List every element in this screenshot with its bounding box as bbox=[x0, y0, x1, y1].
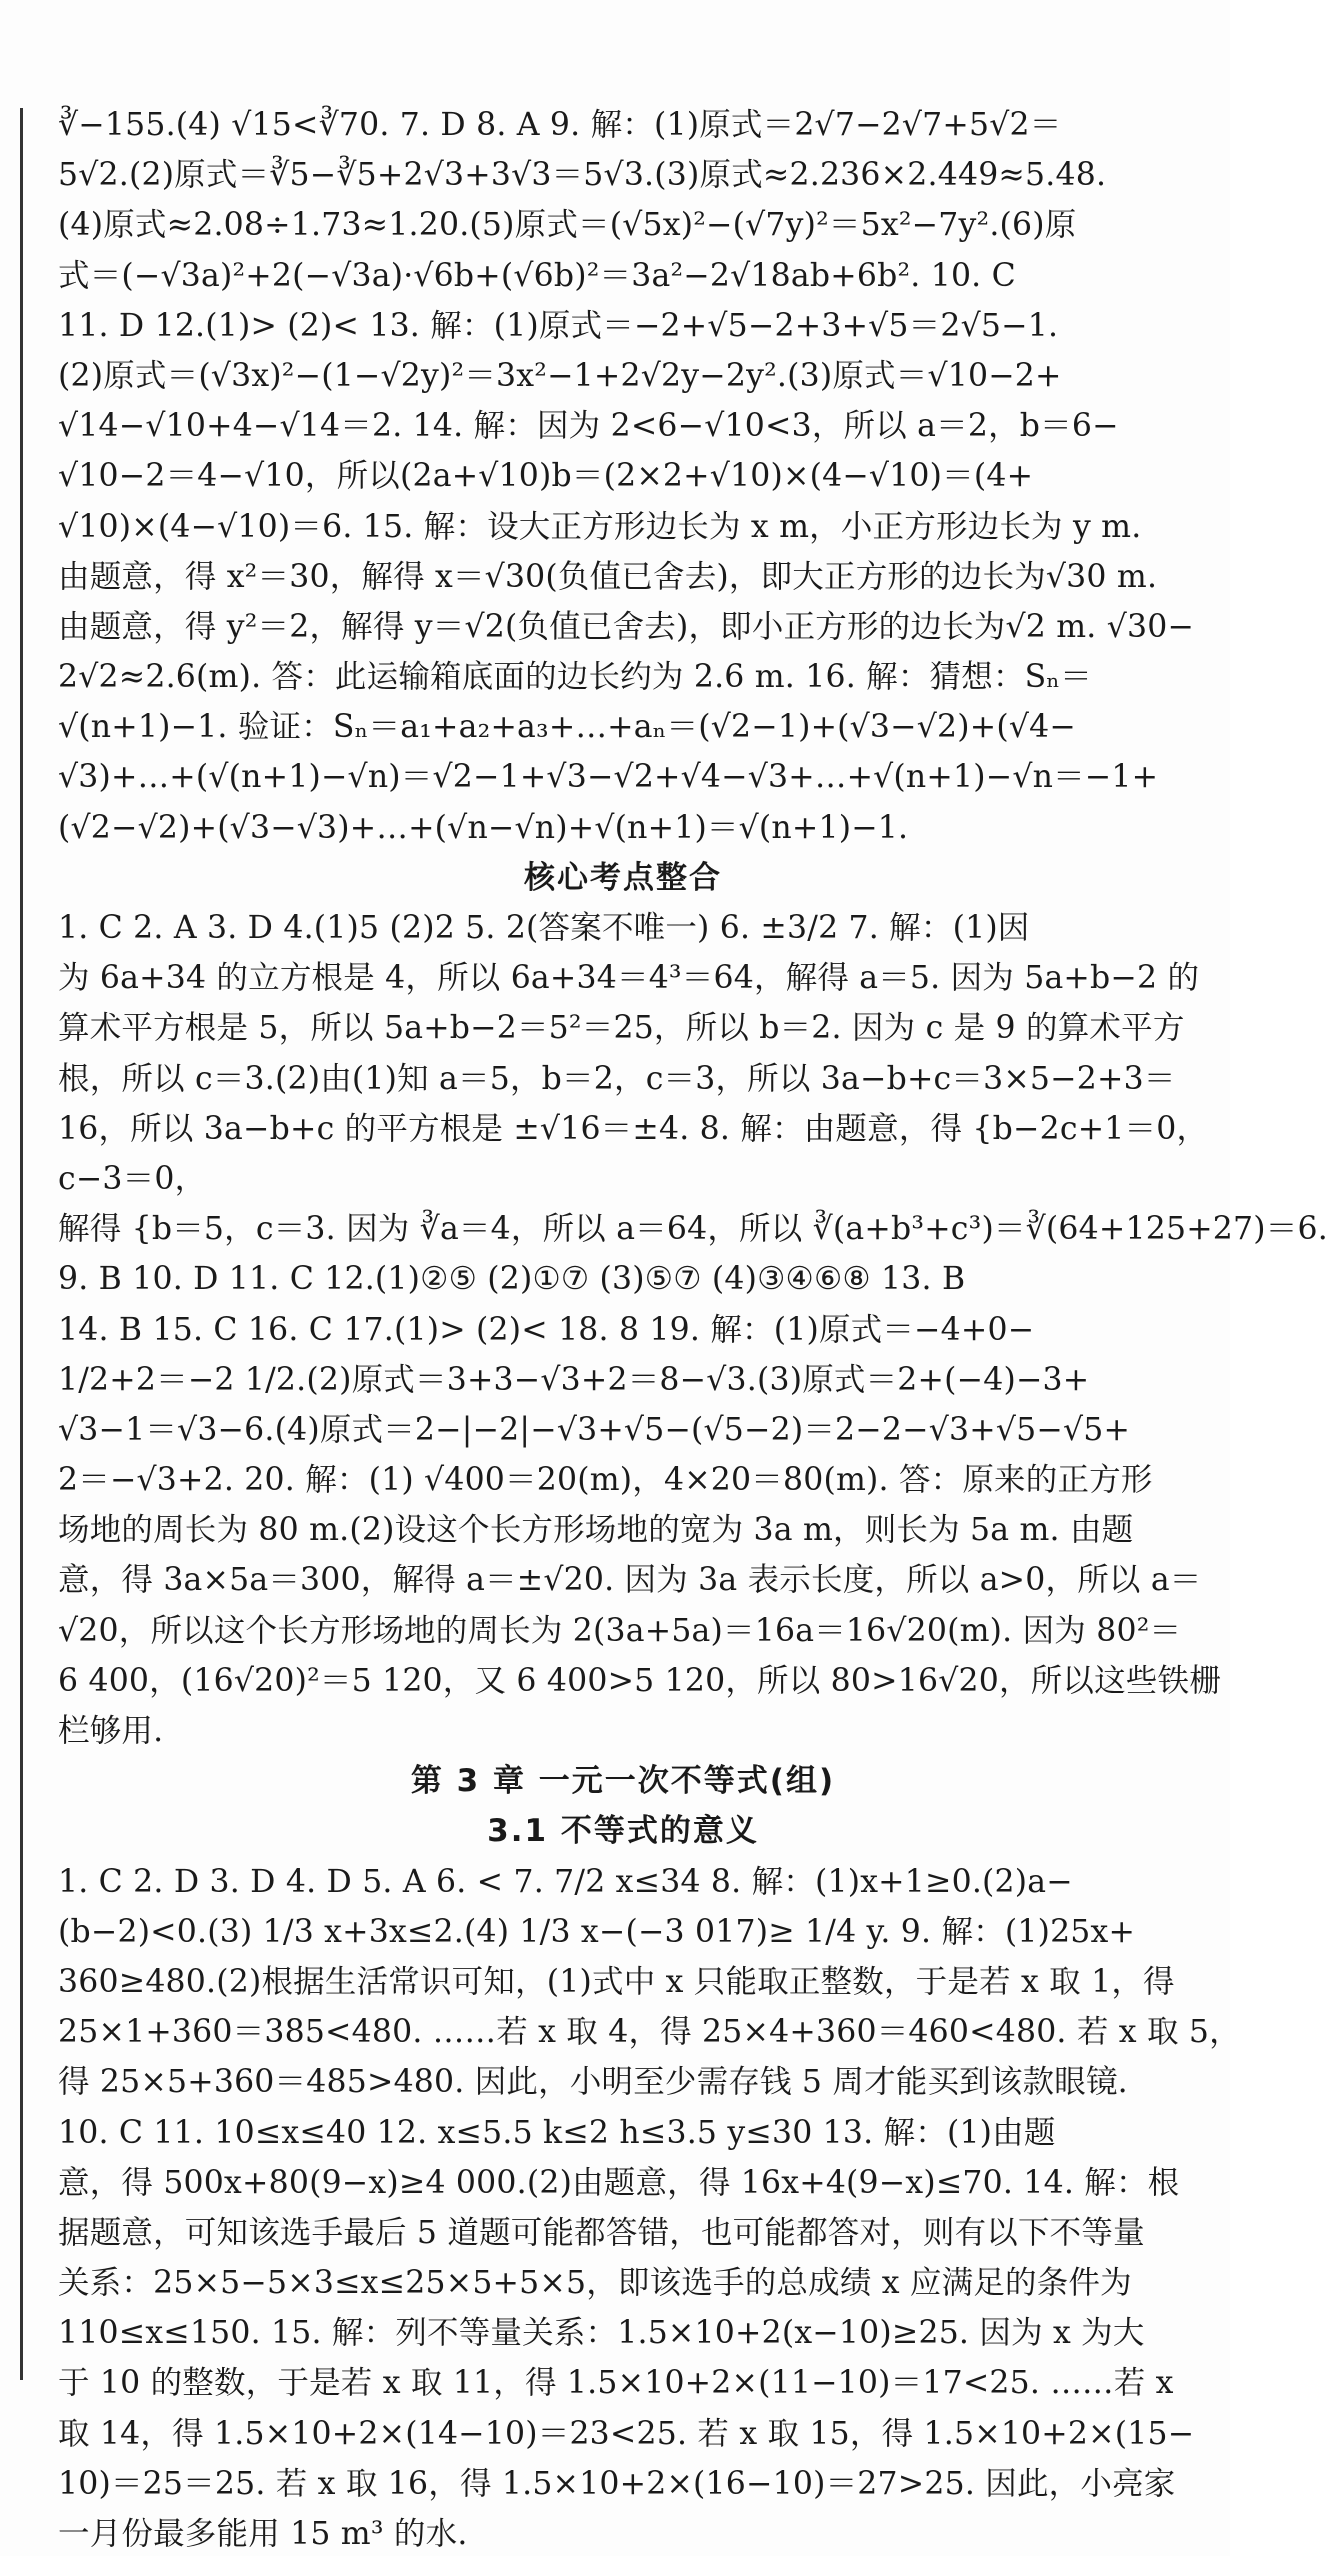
text-line: √20，所以这个长方形场地的周长为 2(3a+5a)＝16a＝16√20(m). 因为 80²＝ bbox=[58, 1612, 1182, 1649]
text-line: ∛−155.(4) √15<∛70. 7. D 8. A 9. 解：(1)原式＝2√7−2√7+5√2＝ bbox=[58, 107, 1062, 143]
text-line: (2)原式＝(√3x)²−(1−√2y)²＝3x²−1+2√2y−2y².(3)原式＝√10−2+ bbox=[58, 357, 1062, 394]
text-line: 栏够用. bbox=[58, 1713, 164, 1749]
text-line: 得 25×5+360＝485>480. 因此，小明至少需存钱 5 周才能买到该款眼镜. bbox=[58, 2064, 1128, 2101]
sqrt-answers-block bbox=[58, 100, 1195, 853]
text-line: 意，得 500x+80(9−x)≥4 000.(2)由题意，得 16x+4(9−x)≤70. 14. 解：根 bbox=[58, 2164, 1180, 2201]
text-line: 由题意，得 y²＝2，解得 y＝√2(负值已舍去)，即小正方形的边长为√2 m. √30− bbox=[58, 608, 1195, 645]
core-review-answers-block bbox=[58, 903, 1328, 1756]
chapter-heading: 第 3 章 一元一次不等式(组) bbox=[410, 1763, 836, 1800]
left-margin-rule bbox=[20, 108, 23, 2380]
text-line: 意，得 3a×5a＝300，解得 a＝±√20. 因为 3a 表示长度，所以 a>0，所以 a＝ bbox=[58, 1562, 1202, 1599]
text-line: 一月份最多能用 15 m³ 的水. bbox=[58, 2516, 468, 2552]
text-line: 6 400，(16√20)²＝5 120，又 6 400>5 120，所以 80>16√20，所以这些铁栅 bbox=[58, 1662, 1221, 1699]
text-line: (√2−√2)+(√3−√3)+…+(√n−√n)+√(n+1)＝√(n+1)−1. bbox=[58, 809, 909, 846]
text-line: 于 10 的整数，于是若 x 取 11，得 1.5×10+2×(11−10)＝17<25. ……若 x bbox=[58, 2365, 1174, 2402]
text-line: 1. C 2. A 3. D 4.(1)5 (2)2 5. 2(答案不唯一) 6. ±3/2 7. 解：(1)因 bbox=[58, 910, 1030, 946]
section-heading-core-review: 核心考点整合 bbox=[524, 859, 722, 896]
section-heading: 3.1 不等式的意义 bbox=[487, 1813, 759, 1850]
text-line: √10)×(4−√10)＝6. 15. 解：设大正方形边长为 x m，小正方形边长为 y m. bbox=[58, 508, 1142, 545]
text-line: c−3＝0， bbox=[58, 1160, 207, 1197]
text-line: 取 14，得 1.5×10+2×(14−10)＝23<25. 若 x 取 15，得 1.5×10+2×(15− bbox=[58, 2415, 1195, 2452]
text-line: 2√2≈2.6(m). 答：此运输箱底面的边长约为 2.6 m. 16. 解：猜想：Sₙ＝ bbox=[58, 659, 1092, 696]
text-line: 式＝(−√3a)²+2(−√3a)·√6b+(√6b)²＝3a²−2√18ab+6b². 10. C bbox=[58, 257, 1016, 294]
text-line: 算术平方根是 5，所以 5a+b−2＝5²＝25，所以 b＝2. 因为 c 是 9 的算术平方 bbox=[58, 1010, 1185, 1047]
text-line: 11. D 12.(1)> (2)< 13. 解：(1)原式＝−2+√5−2+3+√5＝2√5−1. bbox=[58, 307, 1059, 344]
text-line: 10)＝25＝25. 若 x 取 16，得 1.5×10+2×(16−10)＝27>25. 因此，小亮家 bbox=[58, 2465, 1176, 2502]
text-line: 9. B 10. D 11. C 12.(1)②⑤ (2)①⑦ (3)⑤⑦ (4)③④⑥⑧ 13. B bbox=[58, 1261, 966, 1298]
text-line: 16，所以 3a−b+c 的平方根是 ±√16＝±4. 8. 解：由题意，得 {b−2c+1＝0， bbox=[58, 1110, 1209, 1147]
inequality-answers-block bbox=[58, 1857, 1241, 2559]
text-line: 10. C 11. 10≤x≤40 12. x≤5.5 k≤2 h≤3.5 y≤30 13. 解：(1)由题 bbox=[58, 2114, 1056, 2151]
text-line: √10−2＝4−√10，所以(2a+√10)b＝(2×2+√10)×(4−√10)＝(4+ bbox=[58, 458, 1034, 495]
text-line: 关系：25×5−5×3≤x≤25×5+5×5，即该选手的总成绩 x 应满足的条件为 bbox=[58, 2265, 1132, 2302]
text-line: 为 6a+34 的立方根是 4，所以 6a+34＝4³＝64，解得 a＝5. 因为 5a+b−2 的 bbox=[58, 960, 1200, 997]
text-line: (4)原式≈2.08÷1.73≈1.20.(5)原式＝(√5x)²−(√7y)²＝5x²−7y².(6)原 bbox=[58, 207, 1077, 244]
text-line: 1. C 2. D 3. D 4. D 5. A 6. < 7. 7/2 x≤34 8. 解：(1)x+1≥0.(2)a− bbox=[58, 1863, 1073, 1900]
text-line: 由题意，得 x²＝30，解得 x＝√30(负值已舍去)，即大正方形的边长为√30 m. bbox=[58, 558, 1158, 595]
text-line: 根，所以 c＝3.(2)由(1)知 a＝5，b＝2，c＝3，所以 3a−b+c＝3×5−2+3＝ bbox=[58, 1060, 1176, 1097]
text-line: 110≤x≤150. 15. 解：列不等量关系：1.5×10+2(x−10)≥25. 因为 x 为大 bbox=[58, 2315, 1145, 2352]
text-line: √3−1＝√3−6.(4)原式＝2−|−2|−√3+√5−(√5−2)＝2−2−√3+√5−√5+ bbox=[58, 1411, 1131, 1448]
text-line: 25×1+360＝385<480. ……若 x 取 4，得 25×4+360＝460<480. 若 x 取 5， bbox=[58, 2014, 1241, 2051]
text-line: 解得 {b＝5，c＝3. 因为 ∛a＝4，所以 a＝64，所以 ∛(a+b³+c³)＝∛(64+125+27)＝6. bbox=[58, 1211, 1328, 1248]
text-line: √14−√10+4−√14＝2. 14. 解：因为 2<6−√10<3，所以 a＝2，b＝6− bbox=[58, 408, 1119, 445]
text-line: 5√2.(2)原式＝∛5−∛5+2√3+3√3＝5√3.(3)原式≈2.236×2.449≈5.48. bbox=[58, 157, 1107, 194]
answer-content bbox=[58, 100, 1328, 2559]
text-line: 据题意，可知该选手最后 5 道题可能都答错，也可能都答对，则有以下不等量 bbox=[58, 2214, 1145, 2251]
text-line: 14. B 15. C 16. C 17.(1)> (2)< 18. 8 19. 解：(1)原式＝−4+0− bbox=[58, 1311, 1035, 1348]
text-line: 2＝−√3+2. 20. 解：(1) √400＝20(m)，4×20＝80(m). 答：原来的正方形 bbox=[58, 1462, 1153, 1499]
text-line: √3)+…+(√(n+1)−√n)＝√2−1+√3−√2+√4−√3+…+√(n+1)−√n＝−1+ bbox=[58, 759, 1159, 796]
text-line: (b−2)<0.(3) 1/3 x+3x≤2.(4) 1/3 x−(−3 017)≥ 1/4 y. 9. 解：(1)25x+ bbox=[58, 1913, 1136, 1950]
text-line: 场地的周长为 80 m.(2)设这个长方形场地的宽为 3a m，则长为 5a m. 由题 bbox=[58, 1512, 1134, 1549]
text-line: 360≥480.(2)根据生活常识可知，(1)式中 x 只能取正整数，于是若 x 取 1，得 bbox=[58, 1963, 1175, 2000]
text-line: √(n+1)−1. 验证：Sₙ＝a₁+a₂+a₃+…+aₙ＝(√2−1)+(√3−√2)+(√4− bbox=[58, 709, 1076, 746]
text-line: 1/2+2＝−2 1/2.(2)原式＝3+3−√3+2＝8−√3.(3)原式＝2+(−4)−3+ bbox=[58, 1361, 1090, 1398]
